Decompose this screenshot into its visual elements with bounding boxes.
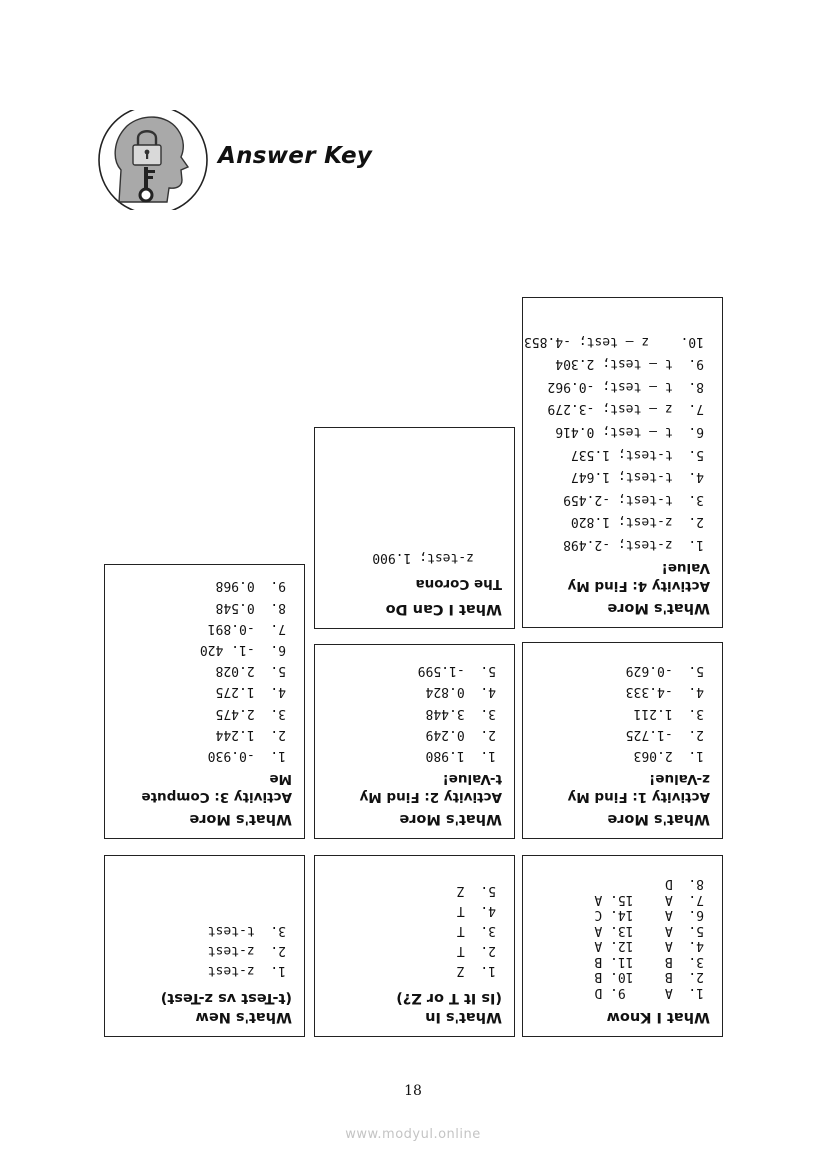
list-item: 4. T — [456, 903, 496, 918]
list-item: 4. t-test; 1.647 — [570, 469, 704, 485]
list-item: 5. -1.599 — [417, 663, 496, 679]
list-item: 9. t – test; 2.304 — [555, 356, 704, 372]
list-item: 6. t – test; 0.416 — [555, 424, 704, 440]
list-item: 1. z-test; -2.498 — [563, 537, 704, 552]
box-subheading: Activity 4: Find My — [567, 578, 710, 594]
page-title: Answer Key — [218, 143, 373, 169]
box-subheading: t-Value! — [442, 771, 502, 787]
list-item: 1. Z — [456, 963, 496, 978]
list-item: 7. z – test; -3.279 — [547, 401, 704, 417]
box-heading: What I Can Do — [385, 601, 502, 617]
box-subheading: Activity 1: Find My — [567, 789, 710, 805]
box-heading: What's In — [425, 1009, 502, 1025]
list-item: 3. B 11. B — [594, 954, 704, 969]
box-heading: What's More — [607, 811, 710, 827]
list-item: 3. 2.475 — [215, 705, 286, 721]
box-subheading: Activity 2: Find My — [359, 789, 502, 805]
box-subheading: z-Value! — [649, 771, 710, 787]
list-item: 2. B 10. B — [594, 969, 704, 985]
watermark: www.modyul.online — [345, 1127, 481, 1142]
box-subheading: Me — [269, 771, 292, 787]
list-item: 7. A 15. A — [594, 892, 704, 907]
activity-3-box — [104, 564, 305, 839]
list-item: 2. -1.725 — [625, 726, 704, 742]
list-item: 1. z-test — [207, 963, 286, 978]
box-subheading: (Is It T or Z?) — [396, 990, 502, 1006]
what-i-can-do-box — [314, 427, 515, 629]
whats-in-box — [314, 855, 515, 1037]
list-item: 4. -4.333 — [625, 684, 704, 700]
list-item: 5. Z — [456, 883, 496, 898]
list-item: 3. 3.448 — [425, 705, 496, 721]
list-item: 3. t-test — [207, 923, 286, 938]
list-item: 4. 0.824 — [425, 684, 496, 700]
list-item: 8. 0.548 — [215, 599, 286, 615]
box-heading: What's More — [189, 811, 292, 827]
list-item: 2. 1.244 — [215, 726, 286, 742]
box-subheading: Activity 3: Compute — [141, 789, 292, 805]
list-item: 2. z-test — [207, 943, 286, 958]
head-padlock-logo — [97, 110, 209, 210]
activity-2-box — [314, 644, 515, 839]
list-item: 8. t – test; -0.962 — [547, 378, 704, 394]
box-heading: What's More — [607, 600, 710, 616]
box-subheading: (t-Test vs z-Test) — [160, 990, 292, 1006]
box-subheading: The Corona — [415, 576, 502, 592]
activity-4-box — [522, 297, 723, 628]
whats-new-box — [104, 855, 305, 1037]
list-item: 6. A 14. C — [594, 907, 704, 923]
list-item: 5. -0.629 — [625, 663, 704, 679]
list-item: 2. 0.249 — [425, 726, 496, 742]
list-item: 1. 2.063 — [633, 748, 704, 763]
list-item: 4. A 12. A — [594, 938, 704, 954]
list-item: 9. 0.968 — [215, 578, 286, 594]
box-subheading: Value! — [661, 560, 710, 576]
list-item: 5. 2.028 — [215, 663, 286, 679]
page-number: 18 — [404, 1083, 422, 1099]
list-item: 7. -0.891 — [207, 620, 286, 636]
list-item: 5. t-test; 1.537 — [570, 446, 704, 462]
list-item: 4. 1.275 — [215, 684, 286, 700]
list-item: 5. A 13. A — [594, 923, 704, 938]
list-item: 10. z – test; -4.853 — [523, 333, 704, 349]
what-i-know-box — [522, 855, 723, 1037]
list-item: 1. 1.980 — [425, 748, 496, 763]
box-heading: What's More — [399, 811, 502, 827]
list-item: 8. D — [664, 876, 704, 892]
list-item: 6. -1. 420 — [199, 641, 286, 657]
box-heading: What I Know — [606, 1009, 710, 1025]
list-item: 3. T — [456, 923, 496, 938]
answer-text: z-test; 1.900 — [372, 550, 474, 565]
list-item: 1. A 9. D — [594, 985, 704, 1000]
list-item: 2. T — [456, 943, 496, 958]
list-item: 3. 1.211 — [633, 705, 704, 721]
list-item: 1. -0.930 — [207, 748, 286, 763]
box-heading: What's New — [195, 1009, 292, 1025]
activity-1-box — [522, 642, 723, 839]
list-item: 2. z-test; 1.820 — [570, 514, 704, 530]
list-item: 3. t-test; -2.459 — [563, 491, 704, 507]
